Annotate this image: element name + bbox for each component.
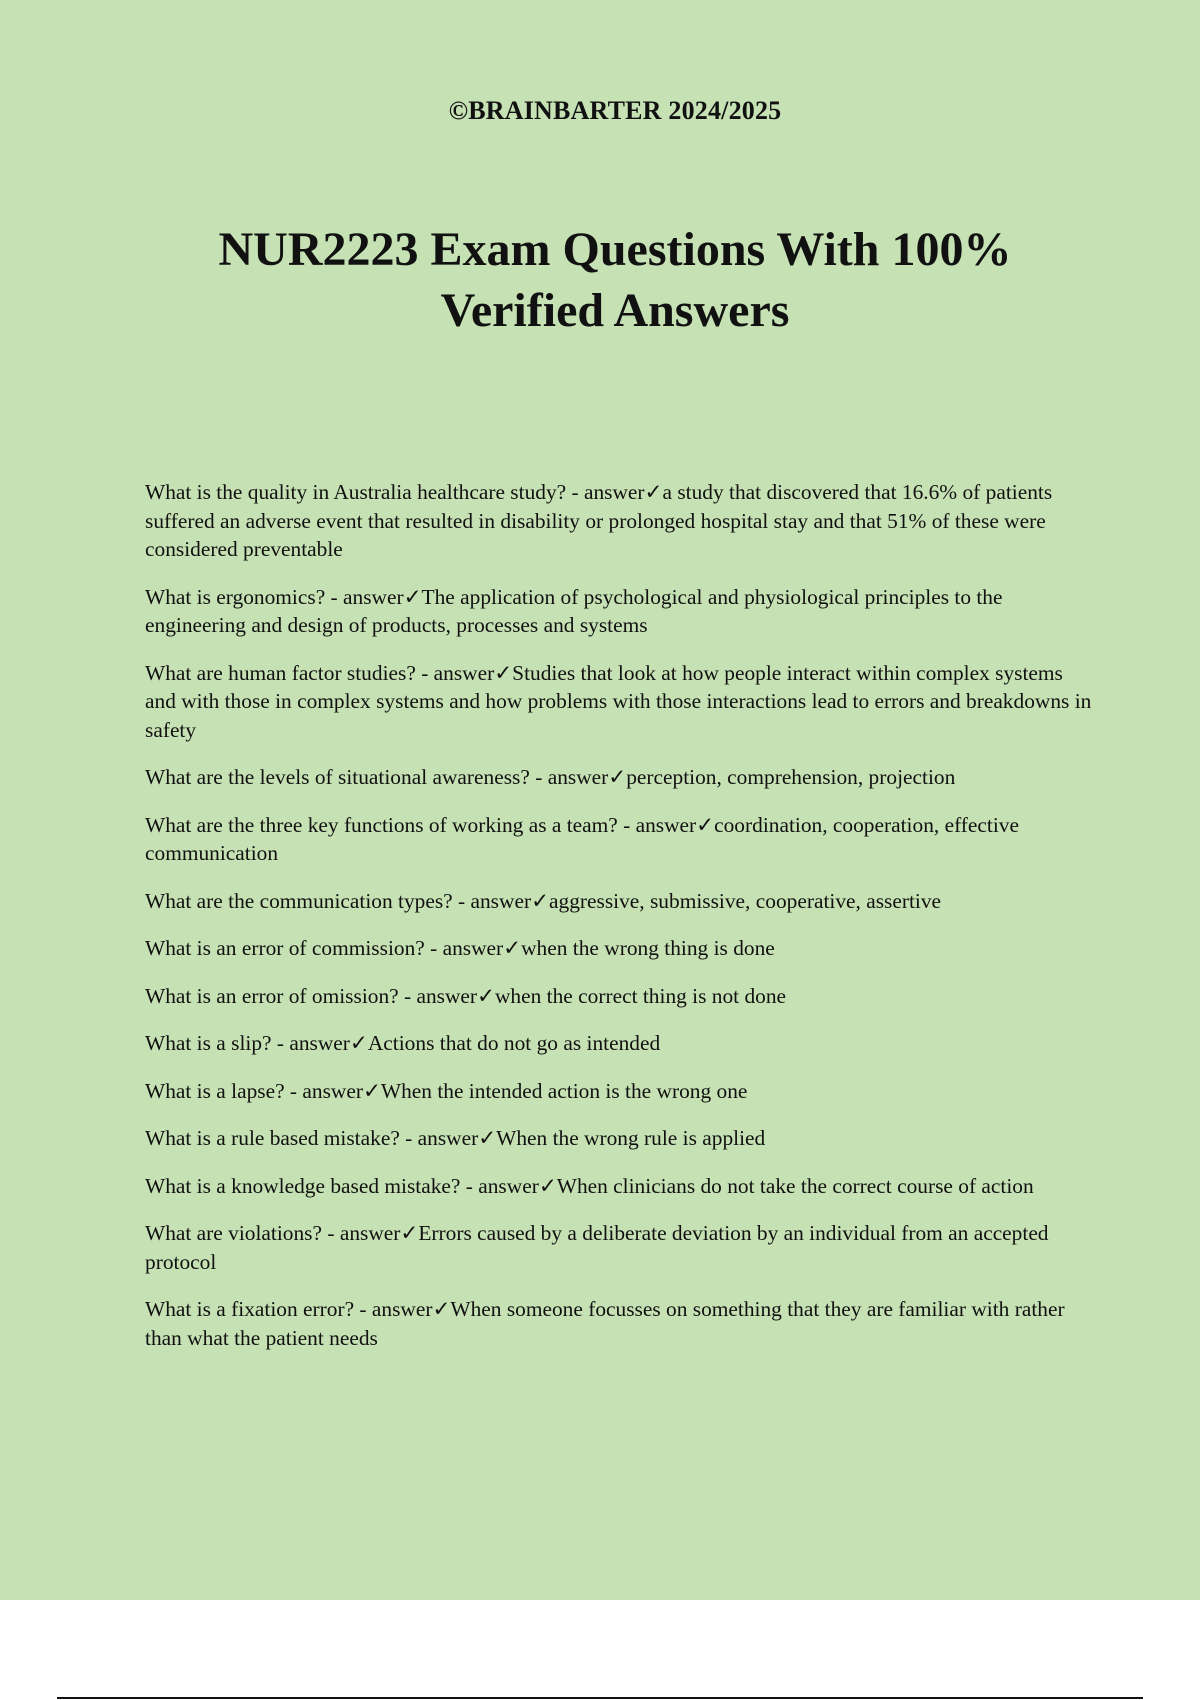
document-title <box>0 219 1200 341</box>
qa-item <box>145 1124 1095 1153</box>
answer-marker: - answer✓ <box>398 983 495 1008</box>
answer-marker: - answer✓ <box>354 1297 451 1321</box>
answer-text: aggressive, submissive, cooperative, assertive <box>549 888 942 913</box>
answer-marker: - answer✓ <box>325 584 422 609</box>
answer-text: Studies that look at how people interact within complex systems and with those in complex systems and how problems with those interactions lead to errors and breakdowns in safety <box>145 660 1092 742</box>
answer-text: When the wrong rule is applied <box>496 1126 766 1150</box>
answer-marker: - answer✓ <box>529 765 627 789</box>
question-text: What are violations? <box>145 1221 322 1245</box>
answer-marker: - answer✓ <box>424 936 522 960</box>
qa-item <box>145 1295 1095 1352</box>
answer-text: a study that discovered that 16.6% of patients suffered an adverse event that resulted in disability or prolonged hospital stay and that 51% of these were considered preventable <box>145 480 1053 561</box>
footer-divider <box>57 1697 1143 1699</box>
qa-item <box>145 1219 1095 1276</box>
answer-text: When the intended action is the wrong one <box>380 1078 748 1103</box>
qa-item <box>145 763 1095 792</box>
question-text: What are human factor studies? <box>145 660 416 685</box>
qa-item <box>145 659 1095 745</box>
answer-text: The application of psychological and physiological principles to the engineering and design of products, processes and systems <box>145 584 1003 637</box>
question-text: What are the levels of situational awareness? <box>145 765 530 789</box>
qa-list <box>145 478 1095 1371</box>
question-text: What are the three key functions of working as a team? <box>145 812 618 837</box>
question-text: What is a fixation error? <box>145 1297 355 1321</box>
answer-text: when the wrong thing is done <box>521 936 775 960</box>
answer-marker: - answer✓ <box>415 660 513 685</box>
question-text: What is the quality in Australia healthcare study? <box>145 480 567 504</box>
copyright-header: ©BRAINBARTER 2024/2025 <box>448 96 782 125</box>
answer-marker: - answer✓ <box>566 480 663 504</box>
answer-text: coordination, cooperation, effective communication <box>145 812 1019 865</box>
question-text: What is a slip? <box>145 1031 272 1055</box>
answer-text: Errors caused by a deliberate deviation by an individual from an accepted protocol <box>145 1221 1049 1274</box>
question-text: What is ergonomics? <box>145 584 326 609</box>
title-line-2: Verified Answers <box>440 284 790 337</box>
question-text: What is a lapse? <box>145 1078 285 1103</box>
answer-marker: - answer✓ <box>452 888 549 913</box>
answer-marker: - answer✓ <box>284 1078 381 1103</box>
answer-text: perception, comprehension, projection <box>626 765 956 789</box>
question-text: What are the communication types? <box>145 888 453 913</box>
question-text: What is an error of commission? <box>145 936 425 960</box>
qa-item <box>145 583 1095 640</box>
title-line-1: NUR2223 Exam Questions With 100% <box>218 223 1012 276</box>
answer-text: When clinicians do not take the correct course of action <box>556 1173 1034 1198</box>
question-text: What is a knowledge based mistake? <box>145 1173 461 1198</box>
qa-item <box>145 887 1095 916</box>
qa-item <box>145 1029 1095 1058</box>
answer-marker: - answer✓ <box>271 1031 368 1055</box>
qa-item <box>145 934 1095 963</box>
qa-item <box>145 478 1095 564</box>
answer-marker: - answer✓ <box>399 1126 497 1150</box>
answer-marker: - answer✓ <box>460 1173 557 1198</box>
answer-text: Actions that do not go as intended <box>367 1031 661 1055</box>
answer-marker: - answer✓ <box>322 1221 419 1245</box>
qa-item <box>145 1172 1095 1201</box>
answer-text: when the correct thing is not done <box>494 983 787 1008</box>
question-text: What is an error of omission? <box>145 983 399 1008</box>
answer-text: When someone focusses on something that they are familiar with rather than what the patient needs <box>145 1297 1065 1350</box>
qa-item <box>145 1077 1095 1106</box>
question-text: What is a rule based mistake? <box>145 1126 400 1150</box>
qa-item <box>145 811 1095 868</box>
answer-marker: - answer✓ <box>617 812 715 837</box>
qa-item <box>145 982 1095 1011</box>
